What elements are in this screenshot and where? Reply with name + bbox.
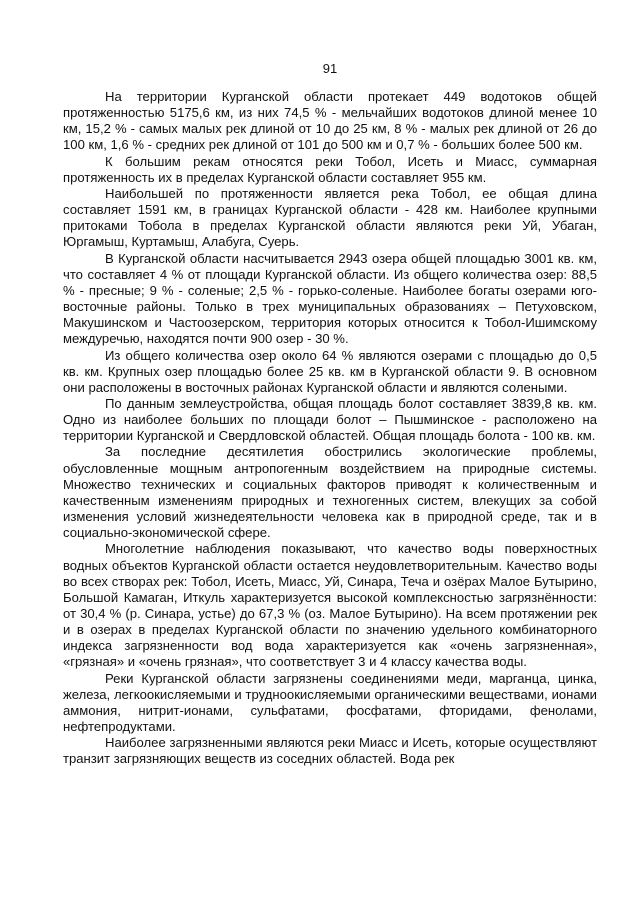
paragraph-lake-sizes: Из общего количества озер около 64 % являются озерами с площадью до 0,5 кв. км. Крупных озер площадью более 25 кв. км в Курганской области 9. В основном они расположены в восточных районах Курганской области и являются солеными.	[63, 347, 597, 395]
paragraph-swamps: По данным землеустройства, общая площадь болот составляет 3839,8 кв. км. Одно из наиболее больших по площади болот – Пышминское - расположено на территории Курганской и Свердловской областей. Общая площадь болота - 100 кв. км.	[63, 395, 597, 444]
paragraph-lakes: В Курганской области насчитывается 2943 озера общей площадью 3001 кв. км, что составляет 4 % от площади Курганской области. Из общего количества озер: 88,5 % - пресные; 9 % - соленые; 2,5 % - горько-соленые. Наиболее богаты озерами юго-восточные районы. Только в трех муниципальных образованиях – Петуховском, Макушинском и Частоозерском, территория которых относится к Тобол-Ишимскому междуречью, находятся почти 900 озер - 30 %.	[63, 250, 597, 347]
paragraph-ecological-problems: За последние десятилетия обострились экологические проблемы, обусловленные мощным антропогенным воздействием на природные системы. Множество технических и социальных факторов приводят к количественным и качественным изменениям природных и техногенных систем, влекущих за собой изменения условий жизнедеятельности человека как в природной среде, так и в социально-экономической сфере.	[63, 444, 597, 541]
paragraph-most-polluted: Наиболее загрязненными являются реки Миасс и Исеть, которые осуществляют транзит загрязняющих веществ из соседних областей. Вода рек	[63, 735, 597, 767]
paragraph-tobol-river: Наибольшей по протяженности является река Тобол, ее общая длина составляет 1591 км, в границах Курганской области - 428 км. Наиболее крупными притоками Тобола в пределах Курганской области являются реки Уй, Убаган, Юргамыш, Куртамыш, Алабуга, Суерь.	[63, 185, 597, 250]
document-body	[63, 89, 597, 768]
paragraph-large-rivers: К большим рекам относятся реки Тобол, Исеть и Миасс, суммарная протяженность их в пределах Курганской области составляет 955 км.	[63, 153, 597, 185]
paragraph-water-quality: Многолетние наблюдения показывают, что качество воды поверхностных водных объектов Курганской области остается неудовлетворительным. Качество воды во всех створах рек: Тобол, Исеть, Миасс, Уй, Синара, Теча и озёрах Малое Бутырино, Большой Камаган, Иткуль характеризуется высокой комплексностью загрязнённости: от 30,4 % (р. Синара, устье) до 67,3 % (оз. Малое Бутырино). На всем протяжении рек и в озерах в пределах Курганской области по значению удельного комбинаторного индекса загрязненности вод вода характеризуется как «очень загрязненная», «грязная» и «очень грязная», что соответствует 3 и 4 классу качества воды.	[63, 541, 597, 670]
paragraph-rivers-count: На территории Курганской области протекает 449 водотоков общей протяженностью 5175,6 км, из них 74,5 % - мельчайших водотоков длиной менее 10 км, 15,2 % - самых малых рек длиной от 10 до 25 км, 8 % - малых рек длиной от 26 до 100 км, 1,6 % - средних рек длиной от 101 до 500 км и 0,7 % - больших более 500 км.	[63, 89, 597, 153]
page-number: 91	[322, 61, 338, 76]
paragraph-pollutants: Реки Курганской области загрязнены соединениями меди, марганца, цинка, железа, легкоокисляемыми и трудноокисляемыми органическими веществами, ионами аммония, нитрит-ионами, сульфатами, фосфатами, фторидами, фенолами, нефтепродуктами.	[63, 670, 597, 735]
